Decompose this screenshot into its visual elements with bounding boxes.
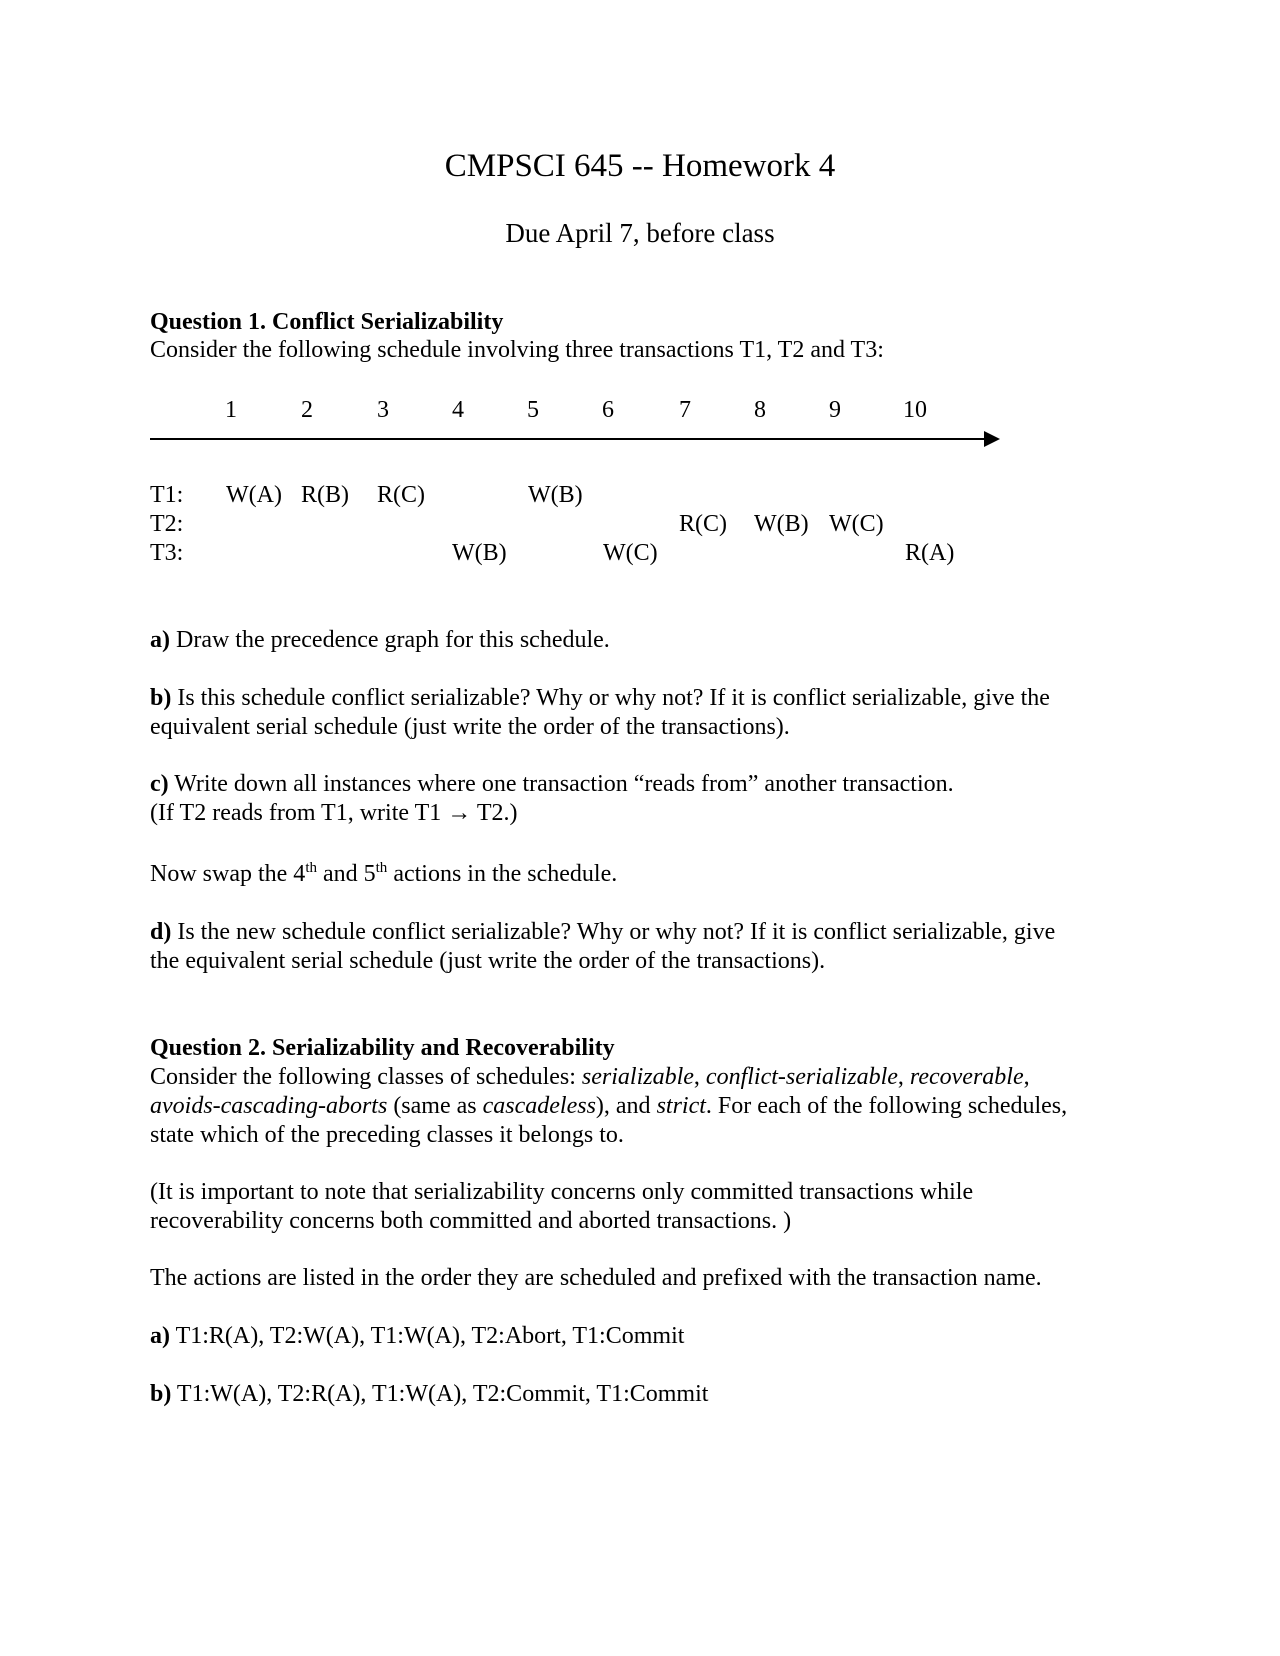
schedule-table	[0, 0, 1280, 600]
q2-sep-3: ,	[1023, 1064, 1030, 1090]
schedule-action: W(C)	[603, 540, 658, 566]
class-avoids-cascading-aborts: avoids-cascading-aborts	[150, 1093, 388, 1119]
q2-sep-1: ,	[693, 1064, 706, 1090]
q1-heading: Question 1. Conflict Serializability	[150, 309, 504, 335]
swap-sup-2: th	[375, 860, 388, 876]
document-title: CMPSCI 645 -- Homework 4	[444, 148, 836, 184]
step-number: 9	[829, 397, 841, 423]
q2-intro	[150, 1063, 1067, 1150]
q2-schedule-a-label: a)	[150, 1323, 170, 1349]
class-strict: strict	[656, 1093, 706, 1119]
transaction-label: T1:	[150, 482, 184, 508]
q1-intro: Consider the following schedule involving three transactions T1, T2 and T3:	[150, 337, 884, 363]
swap-instruction	[150, 860, 617, 889]
q1-part-a	[150, 626, 610, 655]
transaction-label: T3:	[150, 540, 184, 566]
step-number: 7	[679, 397, 691, 423]
step-number: 8	[754, 397, 766, 423]
q1-part-b-line2: equivalent serial schedule (just write the order of the transactions).	[150, 714, 790, 740]
q2-schedule-a	[150, 1322, 684, 1351]
step-number: 2	[301, 397, 313, 423]
q2-order-note: The actions are listed in the order they are scheduled and prefixed with the transaction name.	[150, 1265, 1042, 1291]
swap-text-3: actions in the schedule.	[387, 861, 618, 887]
q2-text-state: state which of the preceding classes it belongs to.	[150, 1122, 624, 1148]
q2-note-line1: (It is important to note that serializability concerns only committed transactions while	[150, 1179, 974, 1205]
q2-schedule-b	[150, 1380, 708, 1409]
swap-sup-1: th	[305, 860, 317, 876]
schedule-action: W(B)	[452, 540, 507, 566]
step-number: 4	[452, 397, 464, 423]
q1-part-c	[150, 770, 954, 828]
q1-part-b-line1: Is this schedule conflict serializable? Why or why not? If it is conflict serializable, give the	[171, 685, 1050, 711]
transaction-label: T2:	[150, 511, 184, 537]
q2-schedule-b-label: b)	[150, 1381, 172, 1407]
step-number: 5	[527, 397, 539, 423]
schedule-action: R(A)	[905, 540, 955, 566]
q2-note-line2: recoverability concerns both committed and aborted transactions. )	[150, 1208, 792, 1234]
q1-part-b	[150, 684, 1050, 742]
q1-part-c-line1: Write down all instances where one transaction “reads from” another transaction.	[168, 771, 954, 797]
schedule-action: W(C)	[829, 511, 884, 537]
class-conflict-serializable: conflict-serializable	[705, 1064, 898, 1090]
timeline-arrow	[148, 428, 1000, 450]
due-date: Due April 7, before class	[505, 218, 775, 248]
schedule-action: R(B)	[301, 482, 349, 508]
q1-part-d-line2: the equivalent serial schedule (just write the order of the transactions).	[150, 948, 826, 974]
class-cascadeless: cascadeless	[482, 1093, 596, 1119]
q2-schedule-b-text: T1:W(A), T2:R(A), T1:W(A), T2:Commit, T1:Commit	[171, 1381, 709, 1407]
q1-part-a-text: Draw the precedence graph for this schedule.	[170, 627, 610, 653]
q1-part-a-label: a)	[150, 627, 170, 653]
schedule-action: R(C)	[679, 511, 727, 537]
step-number: 3	[377, 397, 389, 423]
q1-part-b-label: b)	[150, 685, 172, 711]
schedule-action: W(B)	[528, 482, 583, 508]
q2-sep-2: ,	[897, 1064, 910, 1090]
schedule-action: W(B)	[754, 511, 809, 537]
q1-part-c-line2: (If T2 reads from T1, write T1 → T2.)	[150, 800, 518, 826]
q2-heading: Question 2. Serializability and Recoverability	[150, 1035, 615, 1061]
swap-text-1: Now swap the 4	[150, 861, 306, 887]
step-number: 6	[602, 397, 614, 423]
step-number: 1	[225, 397, 237, 423]
schedule-action: R(C)	[377, 482, 425, 508]
q2-text-and: ), and	[595, 1093, 657, 1119]
swap-text-2: and 5	[316, 861, 376, 887]
step-number: 10	[903, 397, 927, 423]
q2-text-each: . For each of the following schedules,	[705, 1093, 1068, 1119]
q1-part-d	[150, 918, 1055, 976]
q2-intro-text: Consider the following classes of schedules:	[150, 1064, 582, 1090]
q2-text-same-as: (same as	[387, 1093, 483, 1119]
q1-part-d-line1: Is the new schedule conflict serializable? Why or why not? If it is conflict serializable, give	[171, 919, 1056, 945]
class-recoverable: recoverable	[909, 1064, 1024, 1090]
schedule-action: W(A)	[226, 482, 282, 508]
q1-part-d-label: d)	[150, 919, 172, 945]
q2-schedule-a-text: T1:R(A), T2:W(A), T1:W(A), T2:Abort, T1:Commit	[170, 1323, 685, 1349]
q2-note	[150, 1178, 973, 1236]
class-serializable: serializable	[581, 1064, 694, 1090]
q1-part-c-label: c)	[150, 771, 169, 797]
